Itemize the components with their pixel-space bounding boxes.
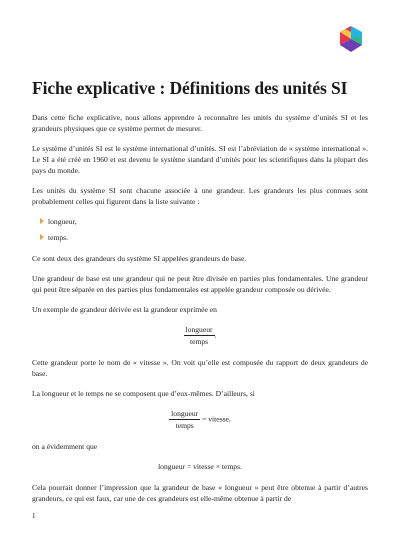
- paragraph-obviously: on a évidemment que: [32, 442, 98, 451]
- paragraph-speed-name: Cette grandeur porte le nom de « vitesse ». On voit qu’elle est composée du rapport de deux grandeurs de base.: [32, 358, 368, 378]
- paragraph-not-composed: La longueur et le temps ne se composent que d’eux-mêmes. D’ailleurs, si: [32, 389, 255, 398]
- list-item-text: temps.: [48, 233, 69, 242]
- paragraph-si-definition: Le système d’unités SI est le système international d’unités. SI est l’abréviation de « système international ». Le SI a été créé en 1960 et est devenu le système standard d’unités pour les scientifiques dans la plupart des pays du monde.: [32, 144, 368, 175]
- paragraph-units-list-intro: Les unités du système SI sont chacune associée à une grandeur. Les grandeurs les plus connues sont probablement celles qui figurent dans la liste suivante :: [32, 186, 368, 206]
- list-item: [40, 232, 368, 243]
- paragraph-intro: Dans cette fiche explicative, nous allons apprendre à reconnaître les unités du système d’unités SI et les grandeurs physiques que ce système permet de mesurer.: [32, 113, 368, 133]
- formula-suffix: .: [214, 330, 217, 340]
- page-number: 1: [32, 512, 36, 520]
- formula-speed-definition: [32, 408, 368, 431]
- document-body: [32, 78, 368, 513]
- fraction: [184, 324, 215, 347]
- paragraph-base-definition: Une grandeur de base est une grandeur qui ne peut être divisée en parties plus fondamentales. Une grandeur qui peut être séparée en des parties plus fondamentales est appelée grandeur composée ou dérivée.: [32, 274, 368, 294]
- list-item: [40, 216, 368, 227]
- paragraph-derived-example: Un exemple de grandeur dérivée est la grandeur exprimée en: [32, 305, 217, 314]
- fraction-denominator: temps: [189, 337, 209, 346]
- bullet-triangle-icon: [40, 234, 44, 240]
- formula-length-equation: longueur = vitesse × temps.: [158, 462, 242, 471]
- brand-logo: [336, 24, 366, 54]
- list-item-text: longueur,: [48, 217, 77, 226]
- fraction-numerator: longueur: [185, 325, 213, 334]
- fraction: [169, 408, 200, 431]
- page-title: Fiche explicative : Définitions des unités SI: [32, 78, 348, 98]
- bullet-triangle-icon: [40, 218, 44, 224]
- paragraph-impression: Cela pourrait donner l’impression que la grandeur de base « longueur » peut être obtenue à partir d’autres grandeurs, ce qui est faux, car une de ces grandeurs est elle-même obtenue à partir de: [32, 483, 368, 503]
- fraction-numerator: longueur: [171, 409, 199, 418]
- formula-length-over-time: [32, 324, 368, 347]
- formula-suffix: = vitesse,: [200, 414, 231, 424]
- quantities-list: [32, 216, 368, 243]
- paragraph-base-quantities: Ce sont deux des grandeurs du système SI appelées grandeurs de base.: [32, 254, 247, 263]
- fraction-denominator: temps: [175, 421, 194, 430]
